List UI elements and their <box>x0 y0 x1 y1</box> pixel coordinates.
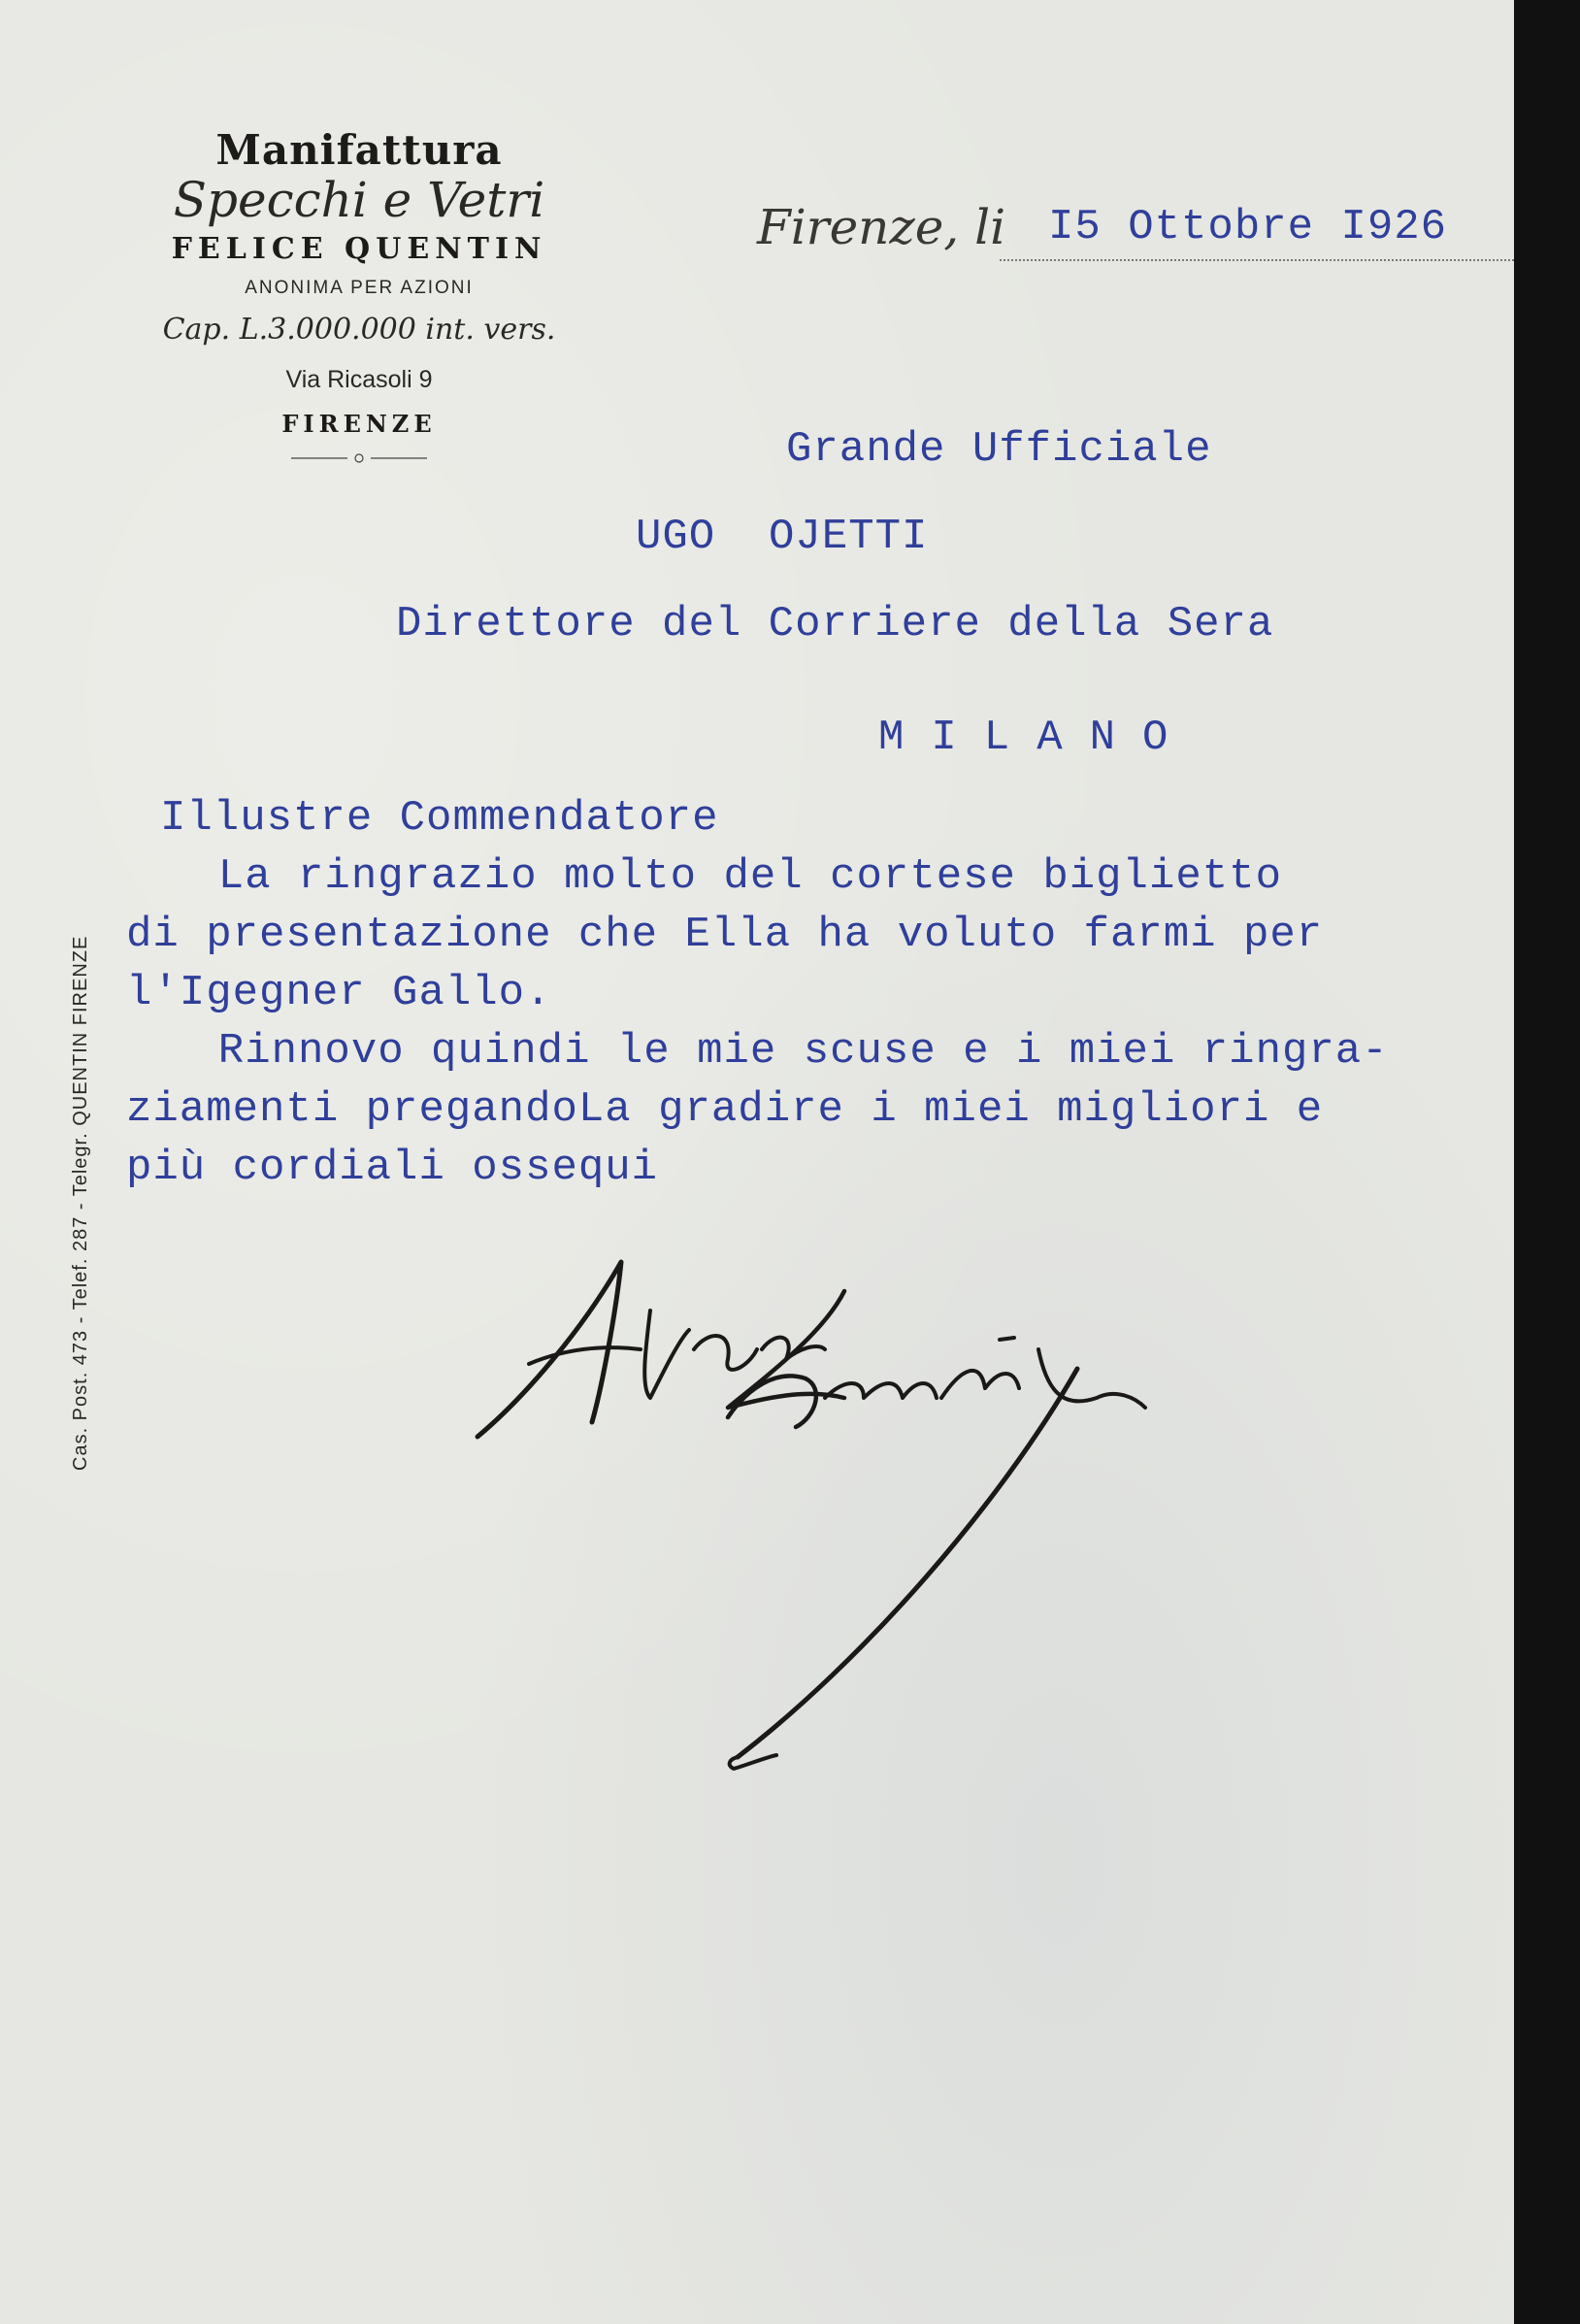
recipient-name: UGO OJETTI <box>636 513 929 561</box>
side-contact-text: Cas. Post. 473 - Telef. 287 - Telegr. QUENTIN FIRENZE <box>70 935 91 1471</box>
letterhead <box>107 126 611 465</box>
letter-body-line: ziamenti pregandoLa gradire i miei migliori e <box>126 1085 1324 1134</box>
letter-salutation: Illustre Commendatore <box>160 794 719 843</box>
recipient-title: Grande Ufficiale <box>786 425 1212 474</box>
letterhead-city: FIRENZE <box>281 410 437 438</box>
recipient-city: MILANO <box>878 714 1196 762</box>
recipient-role: Direttore del Corriere della Sera <box>396 600 1274 648</box>
letterhead-name-line2: Specchi e Vetri <box>173 172 545 228</box>
dateline-place: Firenze, li <box>757 199 1006 255</box>
handwritten-signature <box>456 1252 1194 1796</box>
letter-body-line: La ringrazio molto del cortese biglietto <box>165 852 1282 901</box>
letter-body-line: di presentazione che Ella ha voluto farmi per <box>126 911 1324 959</box>
letter-body-line: Rinnovo quindi le mie scuse e i miei ringra- <box>165 1027 1389 1076</box>
letter-body-line: l'Igegner Gallo. <box>126 969 552 1017</box>
letterhead-company-type: ANONIMA PER AZIONI <box>245 278 474 298</box>
scan-border <box>1514 0 1580 2324</box>
letter-body-line: più cordiali ossequi <box>126 1144 659 1192</box>
letterhead-capital: Cap. L.3.000.000 int. vers. <box>162 313 556 347</box>
dateline <box>757 199 1514 267</box>
letterhead-name-line1: Manifattura <box>215 126 503 174</box>
dateline-date: I5 Ottobre I926 <box>1048 203 1448 251</box>
ornament-divider-icon <box>291 451 427 465</box>
letterhead-company: FELICE QUENTIN <box>171 232 547 266</box>
dateline-dotted-rule <box>1000 259 1514 261</box>
letterhead-address: Via Ricasoli 9 <box>285 366 433 393</box>
